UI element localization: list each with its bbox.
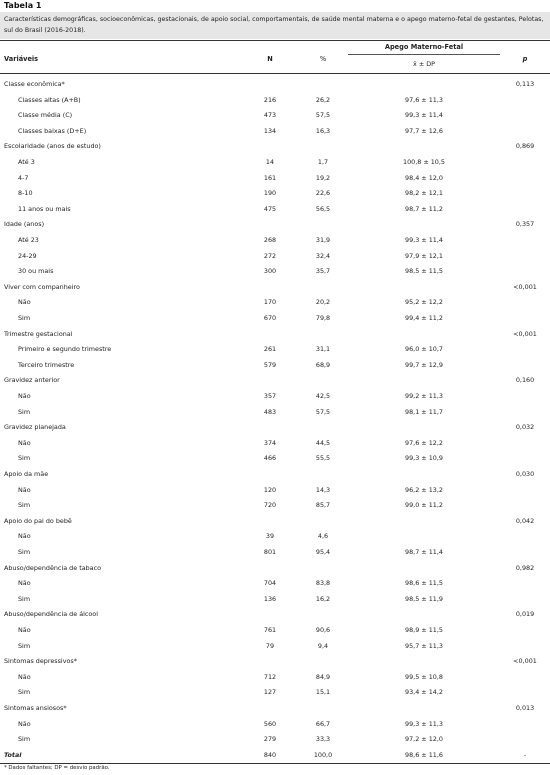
table-row xyxy=(0,107,550,123)
cell-label: 11 anos ou mais xyxy=(18,204,71,213)
cell-n: 127 xyxy=(263,688,277,697)
table-footnote: * Dados faltantes; DP = desvio padrão. xyxy=(4,765,110,771)
cell-pct: 1,7 xyxy=(317,158,329,166)
cell-label: Não xyxy=(18,438,31,447)
table-row xyxy=(0,575,550,591)
cell-apego: 99,2 ± 11,3 xyxy=(405,392,443,400)
cell-pct: 16,3 xyxy=(315,126,331,135)
cell-apego: 97,6 ± 11,3 xyxy=(405,95,443,104)
table-title-band xyxy=(0,12,550,39)
table-row xyxy=(0,123,550,139)
cell-label: Gravidez anterior xyxy=(4,376,60,385)
table-row xyxy=(0,622,550,638)
header-apego: Apego Materno-Fetal xyxy=(384,43,464,51)
cell-n: 374 xyxy=(263,438,277,447)
cell-label: Abuso/dependência de álcool xyxy=(4,610,98,619)
cell-p: 0,160 xyxy=(515,376,535,385)
cell-apego: 99,3 ± 11,4 xyxy=(405,111,443,120)
cell-n: 720 xyxy=(263,501,277,510)
cell-pct: 32,4 xyxy=(315,251,331,260)
cell-n: 216 xyxy=(263,95,277,104)
table-row xyxy=(0,388,550,404)
cell-label: Classes altas (A+B) xyxy=(18,95,81,104)
table-row xyxy=(0,154,550,170)
cell-pct: 85,7 xyxy=(315,501,331,510)
cell-pct: 14,3 xyxy=(315,485,331,494)
cell-n: 840 xyxy=(263,750,277,759)
cell-n: 79 xyxy=(265,641,275,650)
cell-n: 704 xyxy=(263,579,277,588)
table-row xyxy=(0,92,550,108)
cell-n: 134 xyxy=(263,126,277,135)
cell-pct: 16,2 xyxy=(315,594,331,603)
cell-n: 136 xyxy=(263,594,277,603)
cell-apego: 97,7 ± 12,6 xyxy=(405,126,443,135)
cell-label: Classe econômica* xyxy=(4,80,65,88)
cell-p: 0,013 xyxy=(515,704,535,712)
cell-pct: 22,6 xyxy=(315,189,331,198)
cell-label: Não xyxy=(18,672,31,681)
cell-pct: 95,4 xyxy=(315,548,331,556)
header-p: p xyxy=(522,55,528,63)
cell-apego: 97,2 ± 12,0 xyxy=(405,735,443,744)
table-group-row xyxy=(0,653,550,669)
table-row xyxy=(0,294,550,310)
table-group-row xyxy=(0,606,550,622)
cell-p: <0,001 xyxy=(513,329,537,338)
cell-pct: 20,2 xyxy=(315,298,331,307)
cell-label: Não xyxy=(18,532,31,541)
cell-n: 39 xyxy=(265,532,275,541)
cell-label: Não xyxy=(18,485,31,494)
cell-label: Até 23 xyxy=(18,236,39,244)
cell-n: 272 xyxy=(263,251,277,260)
cell-p: 0,357 xyxy=(515,220,535,229)
cell-label: Não xyxy=(18,626,31,634)
cell-n: 190 xyxy=(263,189,277,198)
cell-apego: 98,6 ± 11,6 xyxy=(405,750,443,759)
cell-n: 670 xyxy=(263,314,277,322)
cell-p: <0,001 xyxy=(513,657,537,666)
cell-label: Escolaridade (anos de estudo) xyxy=(4,142,101,151)
cell-apego: 98,1 ± 11,7 xyxy=(405,407,443,416)
cell-pct: 15,1 xyxy=(315,688,331,697)
cell-p: 0,042 xyxy=(515,516,535,525)
header-n: N xyxy=(267,55,273,63)
cell-n: 14 xyxy=(265,158,275,166)
cell-pct: 42,5 xyxy=(315,392,331,400)
table-row xyxy=(0,170,550,186)
cell-pct: 57,5 xyxy=(315,407,331,416)
table-group-row xyxy=(0,700,550,716)
cell-pct: 4,6 xyxy=(317,532,329,541)
table-row xyxy=(0,731,550,747)
cell-label: 8-10 xyxy=(18,189,33,198)
table-row xyxy=(0,669,550,685)
cell-apego: 95,2 ± 12,2 xyxy=(405,298,443,307)
cell-label: Primeiro e segundo trimestre xyxy=(18,345,112,354)
cell-label: Idade (anos) xyxy=(4,220,45,229)
table-row xyxy=(0,232,550,248)
cell-n: 761 xyxy=(263,626,277,634)
cell-label: Não xyxy=(18,579,31,588)
cell-apego: 100,8 ± 10,5 xyxy=(403,158,445,166)
cell-pct: 84,9 xyxy=(315,672,331,681)
cell-pct: 66,7 xyxy=(315,719,331,728)
cell-p: 0,113 xyxy=(515,80,535,88)
cell-label: Terceiro trimestre xyxy=(18,360,75,369)
cell-apego: 99,7 ± 12,9 xyxy=(405,360,443,369)
table-row xyxy=(0,185,550,201)
cell-apego: 96,0 ± 10,7 xyxy=(405,345,443,354)
cell-label: Classe média (C) xyxy=(18,111,73,120)
header-top-rule xyxy=(0,40,550,41)
cell-n: 261 xyxy=(263,345,277,354)
cell-n: 466 xyxy=(263,454,277,463)
cell-pct: 35,7 xyxy=(315,267,331,276)
cell-p: 0,030 xyxy=(515,470,535,478)
cell-pct: 44,5 xyxy=(315,438,331,447)
cell-apego: 93,4 ± 14,2 xyxy=(405,688,443,697)
cell-label: Sim xyxy=(18,501,31,510)
cell-n: 473 xyxy=(263,111,277,120)
table-row xyxy=(0,310,550,326)
cell-pct: 100,0 xyxy=(313,750,333,759)
table-row xyxy=(0,497,550,513)
cell-apego: 99,5 ± 10,8 xyxy=(405,672,443,681)
cell-apego: 98,6 ± 11,5 xyxy=(405,579,443,588)
cell-apego: 98,7 ± 11,2 xyxy=(405,204,443,213)
header-bottom-rule xyxy=(0,73,550,74)
cell-label: Sim xyxy=(18,548,31,556)
table-row xyxy=(0,357,550,373)
cell-pct: 79,8 xyxy=(315,314,331,322)
table-row xyxy=(0,528,550,544)
cell-label: Classes baixas (D+E) xyxy=(18,126,87,135)
cell-label: Até 3 xyxy=(18,158,35,166)
table-row xyxy=(0,201,550,217)
cell-apego: 98,7 ± 11,4 xyxy=(405,548,443,556)
cell-pct: 33,3 xyxy=(315,735,331,744)
table-row xyxy=(0,591,550,607)
table-group-row xyxy=(0,419,550,435)
cell-pct: 26,2 xyxy=(315,95,331,104)
table-group-row xyxy=(0,279,550,295)
cell-label: Sim xyxy=(18,641,31,650)
cell-pct: 19,2 xyxy=(315,173,331,182)
cell-apego: 95,7 ± 11,3 xyxy=(405,641,443,650)
cell-label: Não xyxy=(18,392,31,400)
cell-n: 300 xyxy=(263,267,277,276)
cell-n: 120 xyxy=(263,485,277,494)
cell-label: 24-29 xyxy=(18,251,37,260)
cell-apego: 97,6 ± 12,2 xyxy=(405,438,443,447)
cell-label: Não xyxy=(18,719,31,728)
cell-n: 560 xyxy=(263,719,277,728)
table-row xyxy=(0,341,550,357)
table-row xyxy=(0,263,550,279)
cell-apego: 98,4 ± 12,0 xyxy=(405,173,443,182)
table-group-row xyxy=(0,76,550,92)
table-row xyxy=(0,716,550,732)
header-apego-rule xyxy=(348,54,500,55)
cell-pct: 83,8 xyxy=(315,579,331,588)
cell-apego: 98,9 ± 11,5 xyxy=(405,626,443,634)
header-variable: Variáveis xyxy=(4,55,39,63)
cell-apego: 98,5 ± 11,5 xyxy=(405,267,443,276)
cell-n: 161 xyxy=(263,173,277,182)
cell-apego: 99,4 ± 11,2 xyxy=(405,314,443,322)
cell-label: Sim xyxy=(18,688,31,697)
cell-label: Abuso/dependência de tabaco xyxy=(4,563,102,572)
cell-label: Sim xyxy=(18,454,31,463)
cell-label: 4-7 xyxy=(18,173,29,182)
table-group-row xyxy=(0,138,550,154)
cell-apego: 98,2 ± 12,1 xyxy=(405,189,443,198)
table-total-row xyxy=(0,747,550,763)
table-title: Características demográficas, socioeconômicas, gestacionais, de apoio social, comportamentais, de saúde mental materna e o apego materno-fetal de gestantes, Pelotas, sul do Brasil (2016-2018). xyxy=(4,16,544,34)
cell-p: <0,001 xyxy=(513,282,537,291)
cell-p: - xyxy=(523,750,527,759)
cell-apego: 99,3 ± 11,4 xyxy=(405,236,443,244)
table-row xyxy=(0,450,550,466)
cell-label: Apoio do pai do bebê xyxy=(4,516,72,525)
cell-label: Sim xyxy=(18,314,31,322)
cell-label: Não xyxy=(18,298,31,307)
cell-pct: 90,6 xyxy=(315,626,331,634)
table-group-row xyxy=(0,513,550,529)
cell-n: 170 xyxy=(263,298,277,307)
table-row xyxy=(0,435,550,451)
cell-label: Sintomas ansiosos* xyxy=(4,704,67,712)
cell-label: Sim xyxy=(18,594,31,603)
cell-n: 712 xyxy=(263,672,277,681)
cell-pct: 31,1 xyxy=(315,345,331,354)
cell-n: 801 xyxy=(263,548,277,556)
cell-pct: 9,4 xyxy=(317,641,329,650)
cell-label: Total xyxy=(4,750,22,759)
cell-pct: 68,9 xyxy=(315,360,331,369)
cell-label: Sim xyxy=(18,735,31,744)
table-row xyxy=(0,248,550,264)
table-row xyxy=(0,544,550,560)
cell-pct: 31,9 xyxy=(315,236,331,244)
cell-apego: 97,9 ± 12,1 xyxy=(405,251,443,260)
cell-label: Sim xyxy=(18,407,31,416)
cell-n: 475 xyxy=(263,204,277,213)
cell-apego: 99,3 ± 11,3 xyxy=(405,719,443,728)
table-row xyxy=(0,404,550,420)
header-pct: % xyxy=(319,55,327,63)
cell-apego: 99,3 ± 10,9 xyxy=(405,454,443,463)
cell-n: 279 xyxy=(263,735,277,744)
cell-apego: 99,0 ± 11,2 xyxy=(405,501,443,510)
cell-p: 0,032 xyxy=(515,423,535,432)
table-group-row xyxy=(0,216,550,232)
cell-p: 0,019 xyxy=(515,610,535,619)
table-group-row xyxy=(0,560,550,576)
header-apego-sub: x̄ ± DP xyxy=(413,60,435,68)
table-row xyxy=(0,482,550,498)
table-row xyxy=(0,684,550,700)
cell-pct: 57,5 xyxy=(315,111,331,120)
cell-n: 483 xyxy=(263,407,277,416)
table-group-row xyxy=(0,372,550,388)
table-label: Tabela 1 xyxy=(4,1,42,10)
cell-label: Gravidez planejada xyxy=(4,423,66,432)
cell-label: Apoio da mãe xyxy=(4,470,49,478)
cell-p: 0,982 xyxy=(515,563,535,572)
table-bottom-rule xyxy=(0,763,550,764)
cell-n: 579 xyxy=(263,360,277,369)
table-group-row xyxy=(0,326,550,342)
cell-n: 268 xyxy=(263,236,277,244)
cell-label: 30 ou mais xyxy=(18,267,54,276)
cell-label: Viver com companheiro xyxy=(4,282,80,291)
cell-n: 357 xyxy=(263,392,277,400)
cell-label: Trimestre gestacional xyxy=(4,329,73,338)
cell-pct: 56,5 xyxy=(315,204,331,213)
table-row xyxy=(0,638,550,654)
cell-p: 0,869 xyxy=(515,142,535,151)
table-group-row xyxy=(0,466,550,482)
cell-apego: 96,2 ± 13,2 xyxy=(405,485,443,494)
cell-apego: 98,5 ± 11,9 xyxy=(405,594,443,603)
cell-pct: 55,5 xyxy=(315,454,331,463)
cell-label: Sintomas depressivos* xyxy=(4,657,77,666)
